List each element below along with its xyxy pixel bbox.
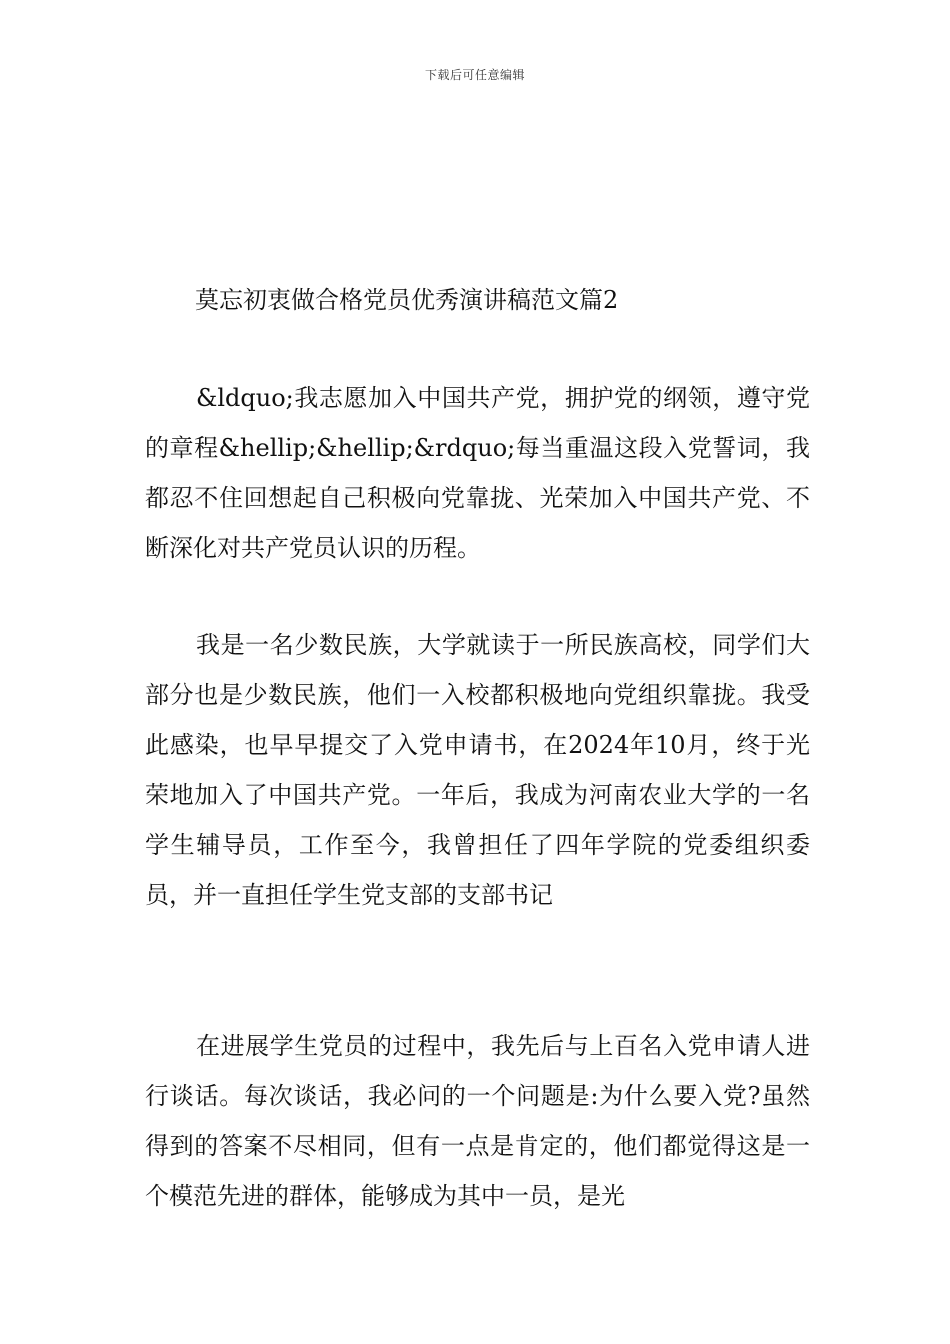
header-note: 下载后可任意编辑 <box>424 68 525 82</box>
paragraph-oath: &ldquo;我志愿加入中国共产党，拥护党的纲领，遵守党的章程&hellip;&hellip;&rdquo;每当重温这段入党誓词，我都忍不住回想起自己积极向党靠拢、光荣加入中国共产党、不断深化对共产党员认识的历程。 <box>145 384 810 562</box>
paragraph-interviews: 在进展学生党员的过程中，我先后与上百名入党申请人进行谈话。每次谈话，我必问的一个问题是:为什么要入党?虽然得到的答案不尽相同，但有一点是肯定的，他们都觉得这是一个模范先进的群体，能够成为其中一员，是光 <box>145 1032 810 1210</box>
document-title: 莫忘初衷做合格党员优秀演讲稿范文篇2 <box>195 286 619 314</box>
paragraph-background: 我是一名少数民族，大学就读于一所民族高校，同学们大部分也是少数民族，他们一入校都积极地向党组织靠拢。我受此感染，也早早提交了入党申请书，在2024年10月，终于光荣地加入了中国共产党。一年后，我成为河南农业大学的一名学生辅导员，工作至今，我曾担任了四年学院的党委组织委员，并一直担任学生党支部的支部书记 <box>145 631 810 909</box>
